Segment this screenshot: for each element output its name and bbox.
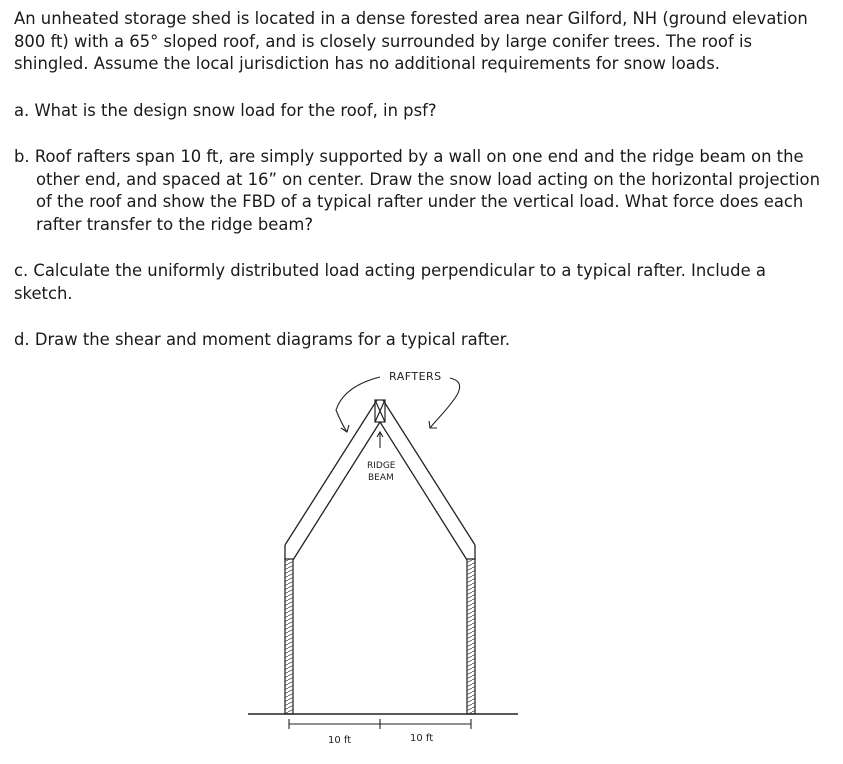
question-a: a. What is the design snow load for the roof, in psf? bbox=[14, 100, 437, 120]
dimension-right-label: 10 ft bbox=[410, 733, 434, 744]
ridge-label-line2: BEAM bbox=[368, 473, 394, 483]
left-rafter bbox=[285, 400, 380, 560]
rafters-label: RAFTERS bbox=[389, 370, 442, 383]
ridge-beam bbox=[375, 400, 385, 422]
ridge-label-line1: RIDGE bbox=[367, 461, 396, 471]
left-wall bbox=[285, 559, 293, 714]
right-wall bbox=[467, 559, 475, 714]
question-c: c. Calculate the uniformly distributed load acting perpendicular to a typical rafter. Include a sketch. bbox=[14, 261, 766, 303]
dimension-left-label: 10 ft bbox=[328, 735, 352, 746]
question-b: b. Roof rafters span 10 ft, are simply supported by a wall on one end and the ridge beam on the other end, and spaced at 16” on center. Draw the snow load acting on the horizontal projection of the roof and show the FBD of a typical rafter under the vertical load. What force does each rafter transfer to the ridge beam? bbox=[14, 147, 820, 234]
ridge-arrow bbox=[377, 432, 383, 448]
dimension-line bbox=[289, 719, 471, 729]
question-d: d. Draw the shear and moment diagrams for a typical rafter. bbox=[14, 330, 511, 349]
problem-intro: An unheated storage shed is located in a dense forested area near Gilford, NH (ground elevation 800 ft) with a 65° sloped roof, and is closely surrounded by large conifer trees. The roof is shingled. Assume the local jurisdiction has no additional requirements for snow loads. bbox=[14, 9, 808, 73]
right-rafter bbox=[380, 400, 475, 560]
